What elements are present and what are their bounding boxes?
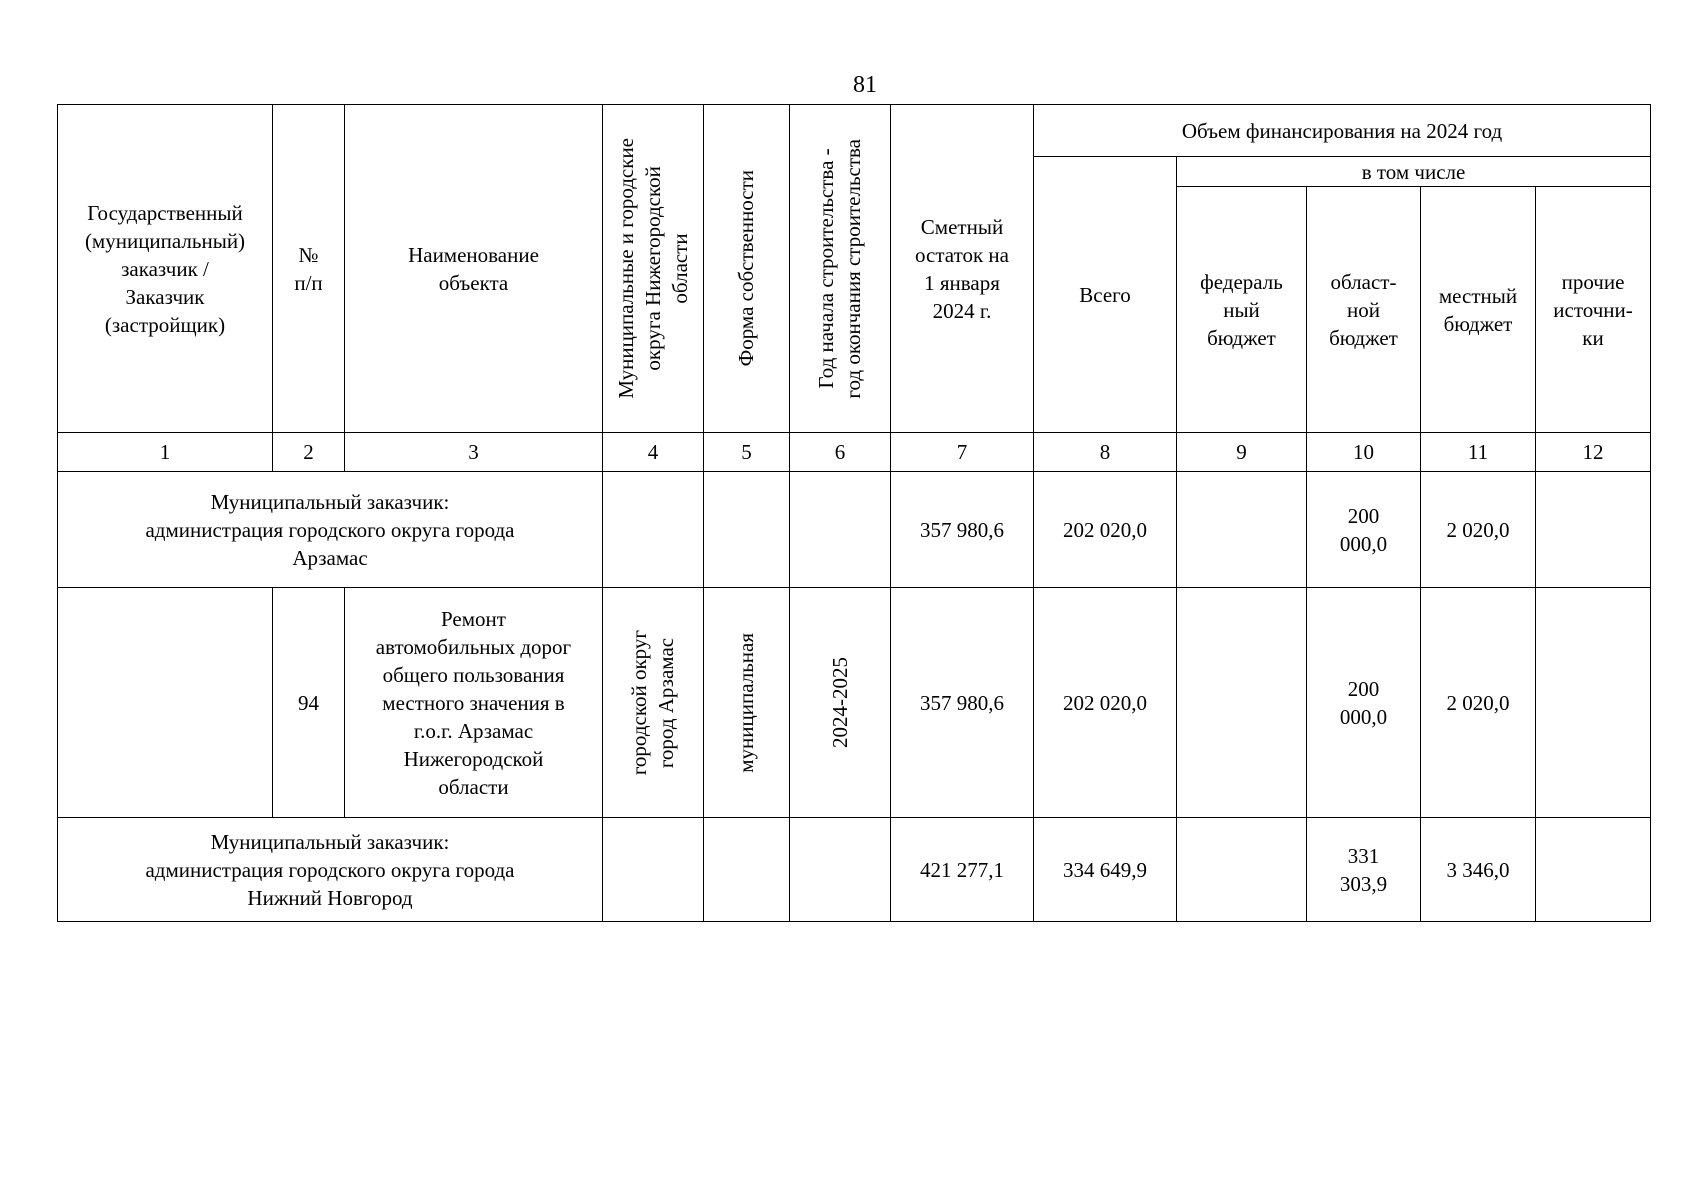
column-number: 6 [790, 433, 891, 472]
header-years-text: Год начала строительства - год окончания строительства [814, 138, 865, 399]
row-object-name: Ремонт автомобильных дорог общего пользования местного значения в г.о.г. Арзамас Нижегородской области [345, 588, 603, 818]
header-municipalities-text: Муниципальные и городские округа Нижегородской области [613, 138, 692, 399]
row-number: 94 [273, 588, 345, 818]
column-number: 11 [1421, 433, 1536, 472]
row-total: 202 020,0 [1034, 588, 1177, 818]
row-years [790, 588, 891, 818]
group-other [1536, 472, 1651, 588]
column-number: 7 [891, 433, 1034, 472]
group-customer: Муниципальный заказчик: администрация городского округа города Нижний Новгород [58, 818, 603, 922]
header-object-name: Наименование объекта [345, 105, 603, 433]
group-years [790, 818, 891, 922]
header-local: местный бюджет [1421, 187, 1536, 433]
header-funding-volume: Объем финансирования на 2024 год [1034, 105, 1651, 157]
group-municipality [603, 472, 704, 588]
header-estimate-balance: Сметный остаток на 1 января 2024 г. [891, 105, 1034, 433]
table-row [58, 588, 1651, 818]
group-row [58, 818, 1651, 922]
group-customer: Муниципальный заказчик: администрация городского округа города Арзамас [58, 472, 603, 588]
group-total: 334 649,9 [1034, 818, 1177, 922]
column-number: 2 [273, 433, 345, 472]
row-years-text: 2024-2025 [827, 657, 852, 748]
header-total: Всего [1034, 157, 1177, 433]
page-number: 81 [853, 72, 877, 98]
row-other [1536, 588, 1651, 818]
column-number: 12 [1536, 433, 1651, 472]
group-ownership [704, 818, 790, 922]
row-estimate-balance: 357 980,6 [891, 588, 1034, 818]
row-ownership-text: муниципальная [734, 632, 758, 773]
financing-table [57, 104, 1651, 922]
group-local: 2 020,0 [1421, 472, 1536, 588]
row-federal [1177, 588, 1307, 818]
header-municipalities [603, 105, 704, 433]
column-number: 1 [58, 433, 273, 472]
column-number: 3 [345, 433, 603, 472]
header-regional: област- ной бюджет [1307, 187, 1421, 433]
header-ownership-text: Форма собственности [734, 170, 758, 367]
column-number: 10 [1307, 433, 1421, 472]
group-local: 3 346,0 [1421, 818, 1536, 922]
column-number: 4 [603, 433, 704, 472]
group-other [1536, 818, 1651, 922]
column-number: 5 [704, 433, 790, 472]
group-row [58, 472, 1651, 588]
row-customer [58, 588, 273, 818]
group-estimate-balance: 421 277,1 [891, 818, 1034, 922]
header-other: прочие источни- ки [1536, 187, 1651, 433]
group-years [790, 472, 891, 588]
header-customer: Государственный (муниципальный) заказчик / Заказчик (застройщик) [58, 105, 273, 433]
row-ownership [704, 588, 790, 818]
header-including: в том числе [1177, 157, 1651, 187]
group-federal [1177, 472, 1307, 588]
group-total: 202 020,0 [1034, 472, 1177, 588]
group-regional: 200 000,0 [1307, 472, 1421, 588]
row-municipality [603, 588, 704, 818]
group-regional: 331 303,9 [1307, 818, 1421, 922]
group-municipality [603, 818, 704, 922]
column-number: 9 [1177, 433, 1307, 472]
group-federal [1177, 818, 1307, 922]
column-number-row [58, 433, 1651, 472]
row-municipality-text: городской округ город Арзамас [627, 629, 678, 776]
column-number: 8 [1034, 433, 1177, 472]
group-ownership [704, 472, 790, 588]
row-regional: 200 000,0 [1307, 588, 1421, 818]
row-local: 2 020,0 [1421, 588, 1536, 818]
header-years [790, 105, 891, 433]
group-estimate-balance: 357 980,6 [891, 472, 1034, 588]
header-ownership [704, 105, 790, 433]
header-number: № п/п [273, 105, 345, 433]
header-federal: федераль ный бюджет [1177, 187, 1307, 433]
